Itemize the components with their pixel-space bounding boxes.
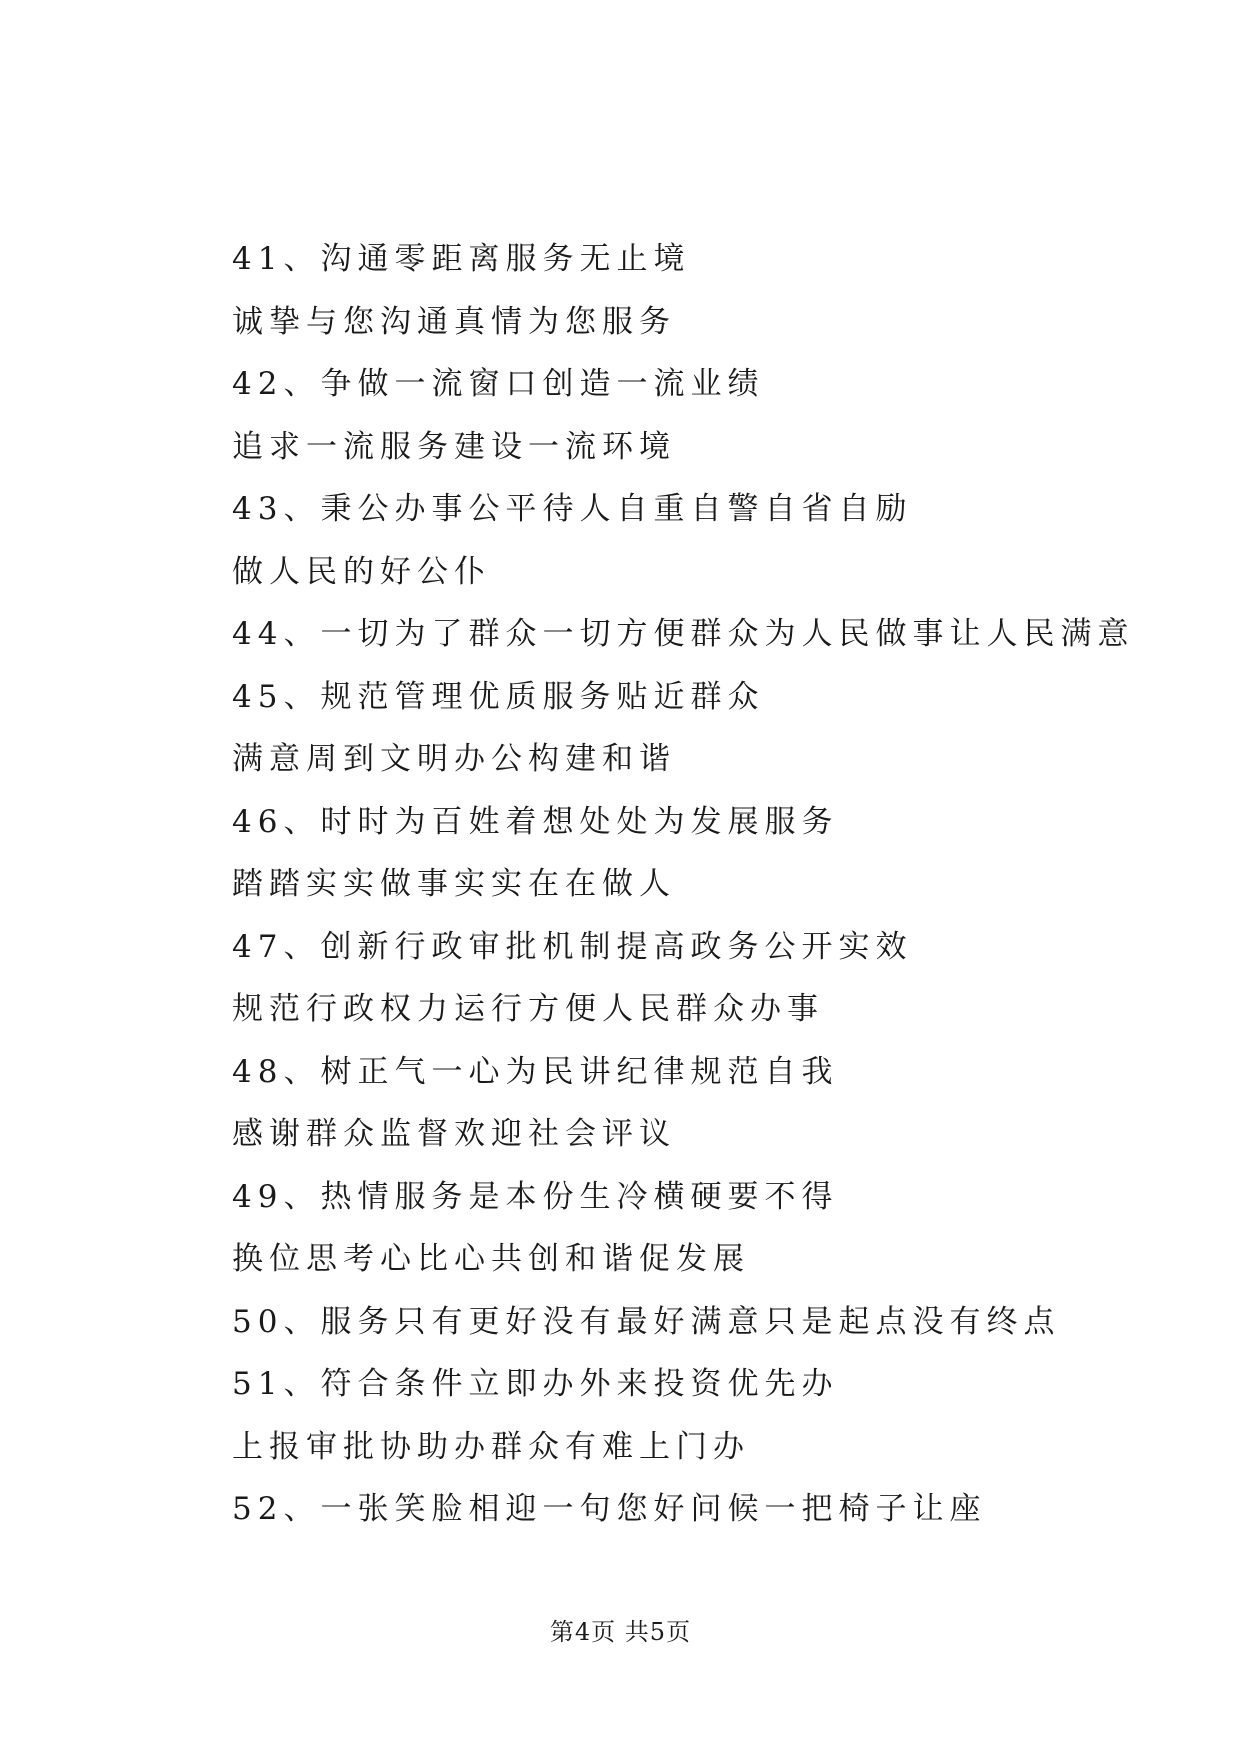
text-line: 规范行政权力运行方便人民群众办事 (232, 991, 824, 1027)
text-line: 踏踏实实做事实实在在做人 (232, 866, 676, 902)
text-line: 42、争做一流窗口创造一流业绩 (232, 366, 765, 402)
text-line: 43、秉公办事公平待人自重自警自省自励 (232, 491, 913, 527)
text-line: 41、沟通零距离服务无止境 (232, 241, 691, 277)
text-line: 50、服务只有更好没有最好满意只是起点没有终点 (232, 1303, 1061, 1340)
text-line: 满意周到文明办公构建和谐 (232, 741, 676, 777)
text-line: 49、热情服务是本份生冷横硬要不得 (232, 1178, 839, 1215)
text-line: 做人民的好公仆 (232, 553, 491, 590)
text-line: 换位思考心比心共创和谐促发展 (232, 1241, 750, 1277)
text-line: 45、规范管理优质服务贴近群众 (232, 678, 765, 715)
text-line: 48、树正气一心为民讲纪律规范自我 (232, 1053, 839, 1090)
text-line: 52、一张笑脸相迎一句您好问候一把椅子让座 (232, 1491, 987, 1527)
text-line: 46、时时为百姓着想处处为发展服务 (232, 803, 839, 840)
text-line: 感谢群众监督欢迎社会评议 (232, 1116, 676, 1152)
text-line: 追求一流服务建设一流环境 (232, 428, 676, 465)
text-line: 51、符合条件立即办外来投资优先办 (232, 1366, 839, 1402)
text-line: 上报审批协助办群众有难上门办 (232, 1428, 750, 1465)
text-line: 诚挚与您沟通真情为您服务 (232, 303, 676, 340)
page-footer: 第4页 共5页 (549, 1618, 692, 1646)
document-body (232, 228, 1135, 1541)
text-line: 44、一切为了群众一切方便群众为人民做事让人民满意 (232, 616, 1135, 652)
text-line: 47、创新行政审批机制提高政务公开实效 (232, 928, 913, 965)
